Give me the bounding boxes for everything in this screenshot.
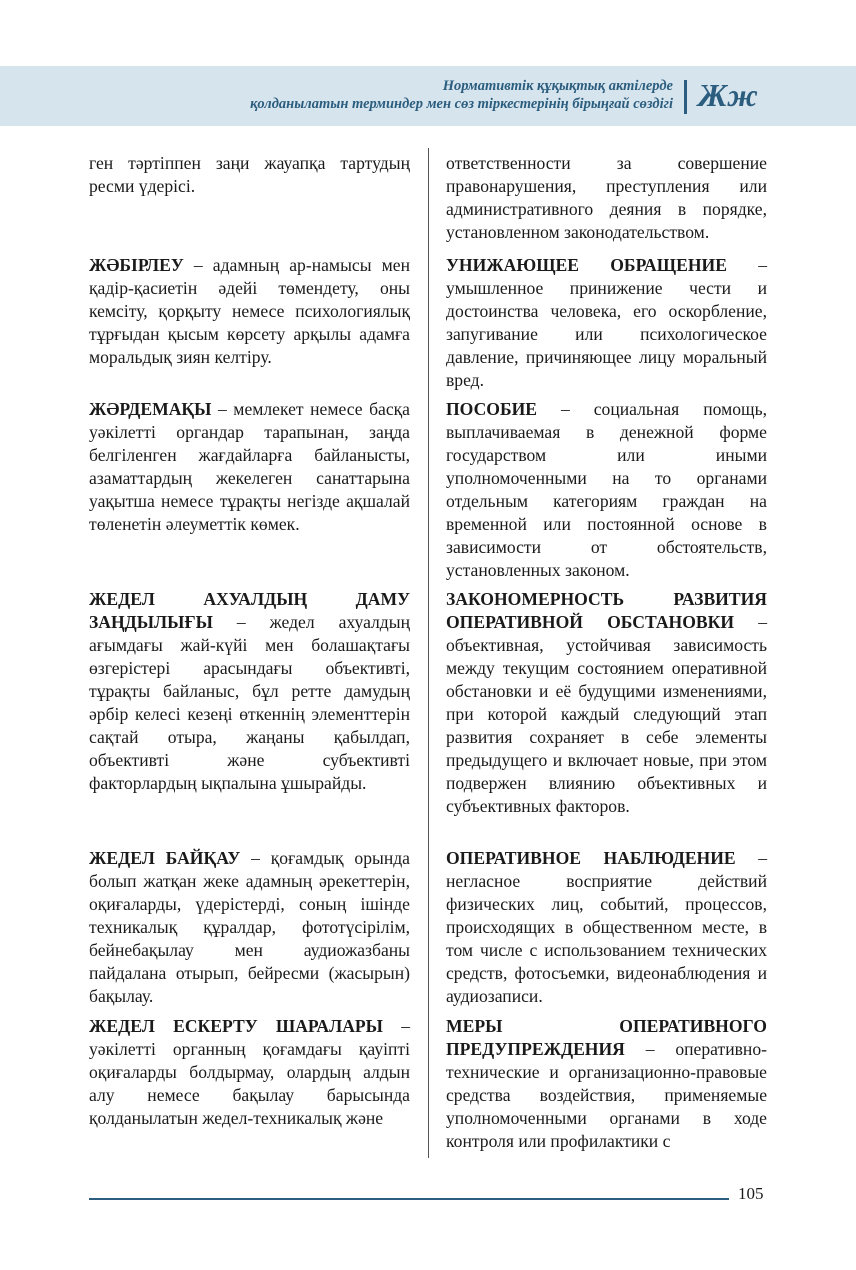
header-title-line2: қолданылатын терминдер мен сөз тіркестерінің бірыңғай сөздігі <box>250 96 673 112</box>
entry-kz <box>89 398 410 536</box>
dictionary-title <box>250 77 673 113</box>
header-separator <box>684 80 687 114</box>
definition-kz: – уәкілетті органның қоғамдағы қауіпті оқиғаларды болдырмау, олардың алдын алу немесе бақылау барысында қолданылатын жедел-техникалық және <box>89 1016 410 1128</box>
definition-ru: – умышленное принижение чести и достоинства человека, его оскорбление, запугивание или психологическое давление, причиняющее лицу моральный вред. <box>446 255 767 390</box>
term-ru: ОПЕРАТИВНОЕ НАБЛЮДЕНИЕ <box>446 848 736 868</box>
definition-kz: – жедел ахуалдың ағымдағы жай-күйі мен болашақтағы өзгерістері арасындағы объективті, тұрақты байланыс, бұл ретте дамудың әрбір келесі кезеңі өткеннің элементтерін сақтай отыра, жаңаны қабылдап, объективті және субъективті факторлардың ықпалына ұшырайды. <box>89 612 410 793</box>
definition-ru: ответственности за совершение правонарушения, преступления или административного деяния в порядке, установленном законодательством. <box>446 153 767 242</box>
term-kz: ЖЕДЕЛ ЕСКЕРТУ ШАРАЛАРЫ <box>89 1016 383 1036</box>
column-divider <box>428 148 429 1158</box>
page-number: 105 <box>738 1184 764 1203</box>
kazakh-column <box>89 152 410 1162</box>
entry-ru <box>446 588 767 818</box>
term-ru: УНИЖАЮЩЕЕ ОБРАЩЕНИЕ <box>446 255 727 275</box>
definition-kz: – қоғамдық орында болып жатқан жеке адамның әрекеттерін, оқиғаларды, үдерістерді, соның ішінде техникалық құралдар, фототүсірілім, бейнебақылау мен аудиожазбаны пайдалана отырып, бейресми (жасырын) бақылау. <box>89 848 410 1006</box>
definition-ru: – социальная помощь, выплачиваемая в денежной форме государством или иными уполномоченными на то органами отдельным категориям граждан на временной или постоянной основе в зависимости от обстоятельств, установленных законом. <box>446 399 767 580</box>
entry-kz <box>89 152 410 198</box>
russian-column <box>446 152 767 1162</box>
footer-rule <box>89 1198 729 1200</box>
definition-ru: – негласное восприятие действий физических лиц, событий, процессов, происходящих в общественном месте, в том числе с использованием технических средств, фотосъемки, видеонаблюдения и аудиозаписи. <box>446 848 767 1006</box>
entry-ru <box>446 254 767 392</box>
term-kz: ЖӘРДЕМАҚЫ <box>89 399 212 419</box>
entry-kz <box>89 1015 410 1130</box>
running-header <box>0 66 856 126</box>
section-letter: Жж <box>698 77 758 113</box>
entry-kz <box>89 847 410 1008</box>
definition-ru: – объективная, устойчивая зависимость между текущим состоянием оперативной обстановки и её будущими изменениями, при которой каждый следующий этап развития сохраняет в себе элементы предыдущего и включает новые, при этом подвержен влиянию объективных и субъективных факторов. <box>446 612 767 816</box>
entry-kz <box>89 254 410 369</box>
definition-ru: – оперативно-технические и организационно-правовые средства воздействия, применяемые уполномоченными органами в ходе контроля или профилактики с <box>446 1039 767 1151</box>
header-title-line1: Нормативтік құқықтық актілерде <box>442 78 673 94</box>
term-kz: ЖӘБІРЛЕУ <box>89 255 184 275</box>
term-kz: ЖЕДЕЛ БАЙҚАУ <box>89 848 241 868</box>
entry-ru <box>446 152 767 244</box>
entry-ru <box>446 1015 767 1153</box>
definition-kz: – адамның ар-намысы мен қадір-қасиетін әдейі төмендету, оны кемсіту, қорқыту немесе психологиялық тұрғыдан қысым көрсету арқылы адамға моральдық зиян келтіру. <box>89 255 410 367</box>
definition-kz: – мемлекет немесе басқа уәкілетті органдар тарапынан, заңда белгіленген жағдайларға байланысты, азаматтардың жекелеген санаттарына уақытша немесе тұрақты негізде ақшалай төленетін әлеуметтік көмек. <box>89 399 410 534</box>
term-kz: ЖЕДЕЛ АХУАЛДЫҢ ДАМУ ЗАҢДЫЛЫҒЫ <box>89 589 410 632</box>
term-ru: ЗАКОНОМЕРНОСТЬ РАЗВИТИЯ ОПЕРАТИВНОЙ ОБСТАНОВКИ <box>446 589 767 632</box>
entry-kz <box>89 588 410 795</box>
entry-ru <box>446 398 767 582</box>
definition-kz: ген тәртіппен заңи жауапқа тартудың ресми үдерісі. <box>89 153 410 196</box>
entry-ru <box>446 847 767 1008</box>
term-ru: ПОСОБИЕ <box>446 399 538 419</box>
term-ru: МЕРЫ ОПЕРАТИВНОГО ПРЕДУПРЕЖДЕНИЯ <box>446 1016 767 1059</box>
